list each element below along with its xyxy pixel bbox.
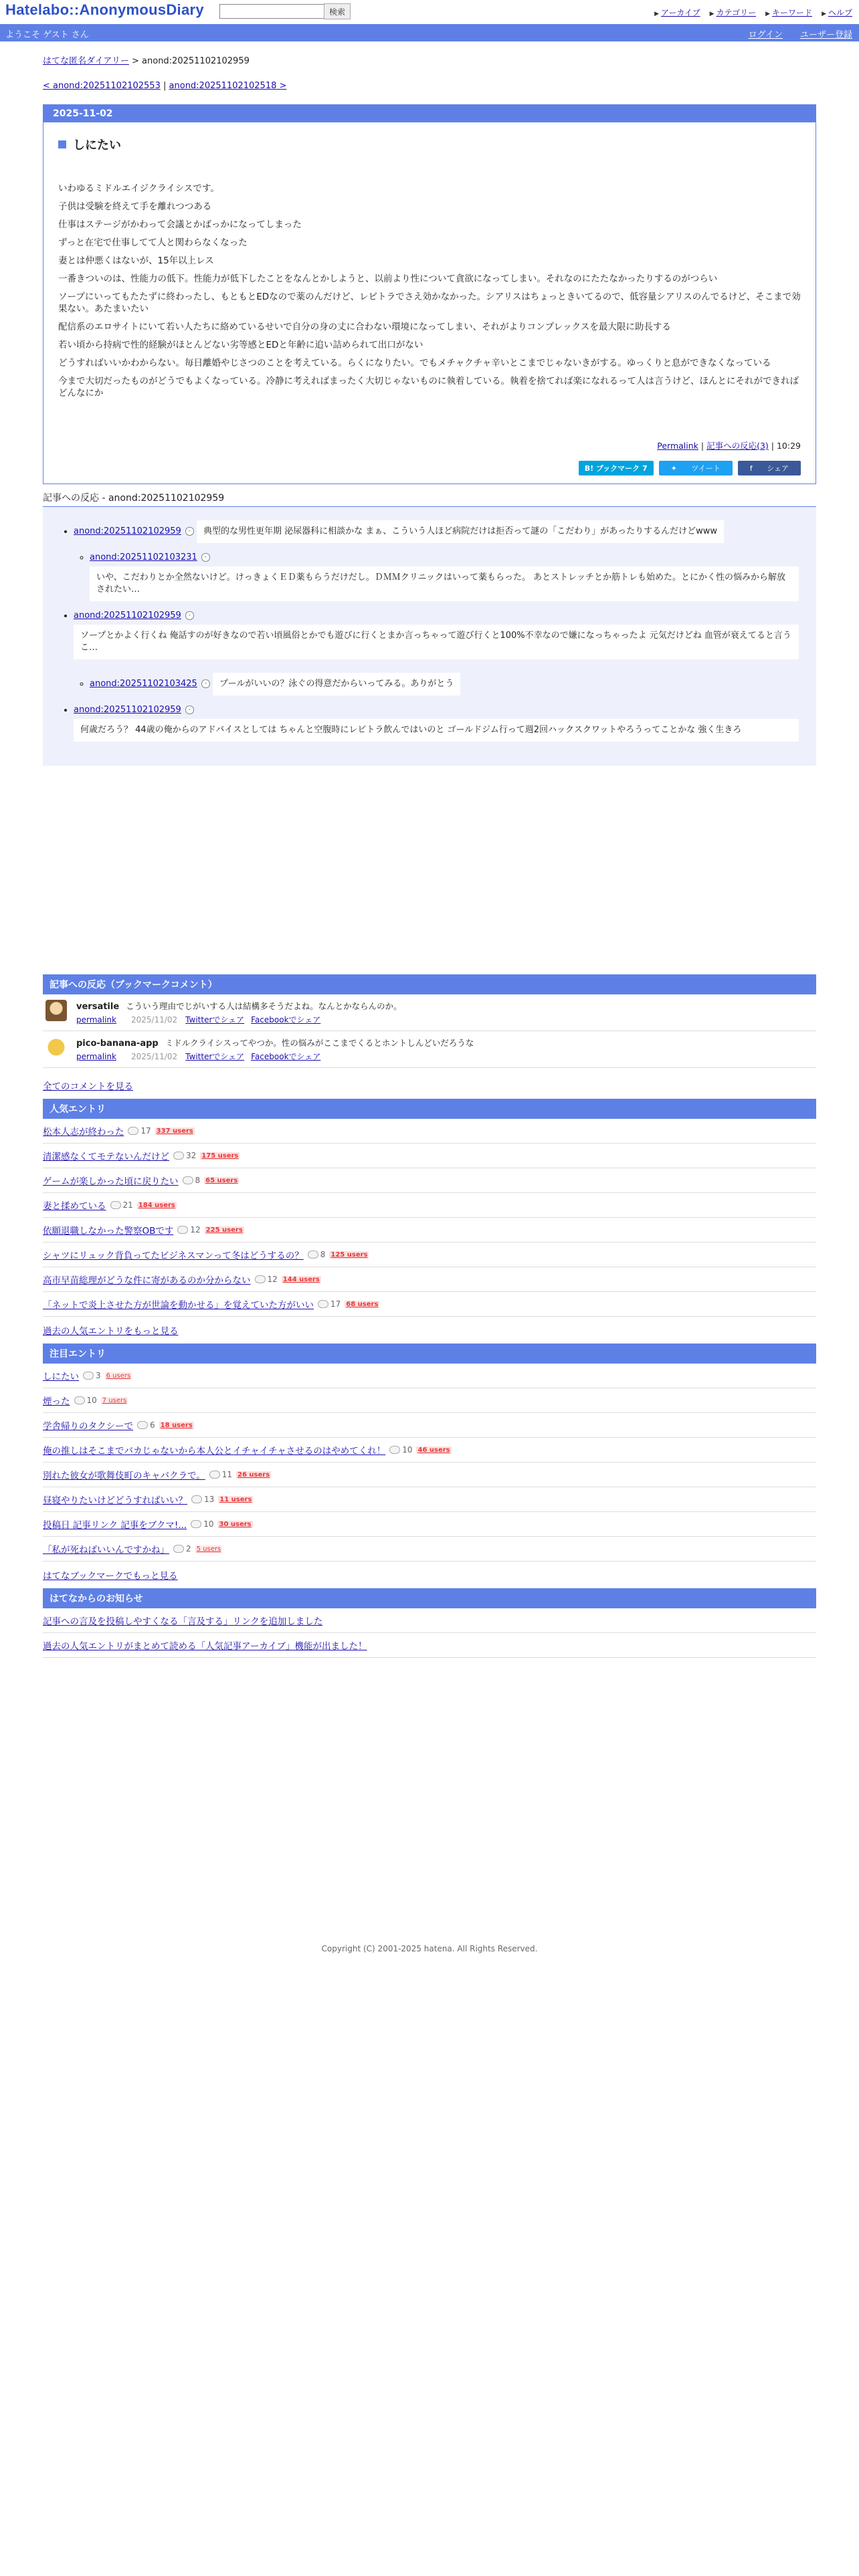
entry-list-item — [43, 1243, 816, 1267]
comment-count-value: 17 — [330, 1299, 341, 1309]
entry-title-link[interactable]: 学舎帰りのタクシーで — [43, 1421, 133, 1432]
comment-count-value: 10 — [203, 1519, 214, 1529]
entry-list-item — [43, 1388, 816, 1413]
entry-title-link[interactable]: 「私が死ねばいいんですかね」 — [43, 1545, 169, 1555]
comment-count-value: 21 — [122, 1200, 133, 1210]
footer-copyright: Copyright (C) 2001-2025 hatena. All Rights Reserved. — [321, 1944, 538, 1953]
comment-count[interactable] — [128, 1126, 151, 1136]
entry-title-link[interactable]: 松本人志が終わった — [43, 1127, 124, 1138]
comment-count[interactable] — [255, 1275, 278, 1284]
more-bookmarks-link[interactable]: はてなブックマークでもっと見る — [43, 1571, 178, 1582]
comment-count[interactable] — [191, 1519, 213, 1529]
bookmark-users-badge[interactable]: 11 users — [219, 1495, 252, 1503]
bookmark-users-badge[interactable]: 184 users — [138, 1201, 175, 1209]
comment-bubble-icon — [83, 1372, 94, 1380]
reaction-item — [74, 705, 799, 742]
welcome-bar — [0, 24, 859, 41]
comment-count-value: 12 — [190, 1225, 201, 1235]
collapse-toggle-icon[interactable]: - — [185, 706, 194, 714]
diary-day — [43, 104, 816, 484]
collapse-toggle-icon[interactable]: - — [201, 679, 210, 688]
comment-count-value: 13 — [204, 1495, 215, 1504]
entry-list-item — [43, 1193, 816, 1218]
nav-keyword[interactable]: ▶ キーワード — [765, 8, 813, 17]
welcome-text: ようこそ ゲスト さん — [5, 30, 89, 40]
more-popular-link[interactable]: 過去の人気エントリをもっと見る — [43, 1326, 179, 1337]
entry-title-link[interactable]: 昼寝やりたいけどどうすればいい？ — [43, 1495, 187, 1506]
entry-paragraph: いわゆるミドルエイジクライシスです。 — [58, 183, 219, 194]
twitter-share-link[interactable]: Twitterでシェア — [185, 1015, 245, 1025]
site-logo[interactable]: Hatelabo::AnonymousDiary — [5, 1, 204, 18]
comment-count[interactable] — [389, 1445, 412, 1455]
bookmark-users-badge[interactable]: 7 users — [102, 1396, 127, 1404]
pager: < anond:20251102102553 | anond:20251102102518 > — [43, 81, 287, 91]
entry-title-link[interactable]: 煙った — [43, 1396, 70, 1407]
entry-list-item — [43, 1292, 816, 1317]
comment-count[interactable] — [83, 1371, 101, 1380]
bookmark-comment-text: こういう理由でじがいする人は結構多そうだよね。なんとかならんのか。 — [126, 1001, 402, 1011]
comment-bubble-icon — [173, 1152, 184, 1160]
entry-list-item — [43, 1218, 816, 1243]
reaction-text: 何歳だろう？ 44歳の俺からのアドバイスとしては ちゃんと空腹時にレビトラ飲んではいのと ゴールドジム行って週2回ハックスクワットやろうってことかな 強く生きろ — [74, 719, 799, 742]
reaction-text: いや、こだわりとか全然ないけど。けっきょくＥＤ薬もらうだけだし。ＤＭＭクリニックはいって薬もらった。 あとストレッチとか筋トレも始めた。とにかく性の悩みから解放されたい… — [90, 566, 799, 601]
entry-body — [43, 122, 816, 484]
twitter-share-link[interactable]: Twitterでシェア — [185, 1052, 245, 1061]
reaction-link[interactable]: anond:20251102102959 — [74, 705, 181, 715]
comment-count[interactable] — [177, 1225, 200, 1235]
entry-list-item — [43, 1463, 816, 1487]
bookmark-users-badge[interactable]: 175 users — [201, 1152, 239, 1160]
hatena-bookmark-button[interactable]: B! ブックマーク 7 — [579, 461, 654, 475]
bookmark-comments-heading: 記事への反応（ブックマークコメント） — [43, 974, 816, 994]
bookmark-date: 2025/11/02 — [131, 1015, 178, 1025]
nav-archive[interactable]: ▶ アーカイブ — [654, 8, 700, 17]
comment-count[interactable] — [183, 1176, 201, 1185]
reaction-item — [90, 552, 799, 601]
comment-bubble-icon — [255, 1275, 266, 1283]
comment-count-value: 10 — [86, 1396, 97, 1405]
entry-title-link[interactable]: ゲームが楽しかった頃に戻りたい — [43, 1176, 179, 1187]
entry-paragraph: 若い頃から持病で性的経験がほとんどない劣等感とEDと年齢に追い詰められて出口がない — [58, 340, 423, 350]
collapse-toggle-icon[interactable]: - — [201, 553, 210, 562]
share-buttons — [58, 461, 801, 475]
bookmark-user[interactable]: versatile — [76, 1002, 120, 1012]
facebook-share-link[interactable]: Facebookでシェア — [251, 1015, 321, 1025]
entry-text — [58, 183, 801, 399]
bookmark-users-badge[interactable]: 6 users — [106, 1372, 131, 1380]
bookmark-users-badge[interactable]: 337 users — [156, 1127, 193, 1135]
bookmark-users-badge[interactable]: 125 users — [330, 1251, 368, 1259]
breadcrumb: はてな匿名ダイアリー > anond:20251102102959 — [43, 56, 250, 66]
comment-count[interactable] — [173, 1544, 191, 1553]
entry-paragraph: 今まで大切だったものがどうでもよくなっている。冷静に考えればまったく大切じゃないものに執着している。執着を捨てれば楽になれるって人は言うけど、ほんとにそれができればどんなにか — [58, 376, 799, 399]
bookmark-users-badge[interactable]: 144 users — [282, 1275, 320, 1283]
entry-list-item — [43, 1413, 816, 1438]
square-bullet-icon — [58, 140, 66, 148]
entry-title-link[interactable]: 高市早苗総理がどうな件に寄があるのか分からない — [43, 1275, 251, 1286]
reaction-text: プールがいいの？泳ぐの得意だからいってみる。ありがとう — [213, 673, 460, 695]
entry-title-link[interactable]: 投稿日 記事リンク 記事をブクマ!... — [43, 1520, 187, 1531]
bookmark-users-badge[interactable]: 26 users — [237, 1471, 270, 1479]
bookmark-comment-text: ミドルクライシスってやつか。性の悩みがここまでくるとホントしんどいだろうな — [165, 1038, 474, 1048]
entry-title-link[interactable]: 別れた彼女が歌舞伎町のキャバクラで。 — [43, 1471, 205, 1481]
facebook-share-button[interactable]: f シェア — [738, 461, 801, 475]
comment-count[interactable] — [308, 1250, 326, 1259]
entry-title-link[interactable]: しにたい — [43, 1372, 79, 1382]
attention-entries-heading: 注目エントリ — [43, 1344, 816, 1364]
entry-list-item — [43, 1537, 816, 1562]
triangle-right-icon: ▶ — [822, 11, 826, 17]
bookmark-users-badge[interactable]: 30 users — [219, 1520, 252, 1528]
bookmark-users-badge[interactable]: 5 users — [196, 1545, 221, 1553]
comment-bubble-icon — [173, 1545, 184, 1553]
bookmark-user[interactable]: pico-banana-app — [76, 1039, 159, 1049]
comment-bubble-icon — [74, 1396, 85, 1404]
comment-bubble-icon — [209, 1471, 220, 1479]
comment-bubble-icon — [191, 1520, 201, 1528]
news-link[interactable]: 記事への言及を投稿しやすくなる「言及する」リンクを追加しました — [43, 1616, 323, 1627]
login-link[interactable]: ログイン — [748, 30, 783, 40]
top-nav — [654, 7, 852, 18]
comment-count-value: 6 — [150, 1420, 155, 1430]
comment-count[interactable] — [318, 1299, 341, 1309]
comment-count[interactable] — [209, 1470, 232, 1479]
comment-count-value: 8 — [320, 1250, 326, 1259]
breadcrumb-home[interactable]: はてな匿名ダイアリー — [43, 56, 129, 66]
nav-category[interactable]: ▶ カテゴリー — [709, 8, 757, 17]
comment-count[interactable] — [191, 1495, 214, 1504]
entry-list-item — [43, 1168, 816, 1193]
comment-bubble-icon — [128, 1127, 138, 1135]
entry-paragraph: 仕事はステージがかわって会議とかばっかになってしまった — [58, 219, 302, 230]
attention-entries-list — [43, 1364, 816, 1562]
entry-list-item — [43, 1438, 816, 1463]
bookmark-users-badge[interactable]: 68 users — [346, 1300, 379, 1308]
news-item — [43, 1633, 816, 1658]
entry-footer: Permalink | 記事への反応(3) | 10:29 — [657, 441, 801, 451]
prev-entry-link[interactable]: < anond:20251102102553 — [43, 81, 161, 91]
entry-list-item — [43, 1512, 816, 1537]
comment-count-value: 10 — [402, 1445, 413, 1455]
news-item — [43, 1608, 816, 1633]
entry-paragraph: どうすればいいかわからない。毎日離婚やじさつのことを考えている。らくになりたい。でもメチャクチャ辛いとこまでじゃないきがする。ゆっくりと息ができなくなっている — [58, 358, 771, 368]
comment-count[interactable] — [110, 1200, 133, 1210]
register-link[interactable]: ユーザー登録 — [799, 30, 852, 40]
comment-bubble-icon — [389, 1446, 400, 1454]
bookmark-comment — [43, 1031, 816, 1068]
search-input[interactable] — [219, 4, 325, 19]
entry-title-link[interactable]: 「ネットで炎上させた方が世論を動かせる」を覚えていた方がいい — [43, 1300, 314, 1311]
comment-count[interactable] — [74, 1396, 97, 1405]
comment-bubble-icon — [110, 1201, 121, 1209]
avatar[interactable] — [45, 1037, 67, 1058]
entry-paragraph: ずっと在宅で仕事してて人と関わらなくなった — [58, 237, 248, 248]
comment-bubble-icon — [308, 1251, 318, 1259]
entry-paragraph: ソープにいってもたたずに終わったし、もともとEDなので薬のんだけど、レビトラでさえ効かなかった。シアリスはちょっときいてるので、低容量シアリスのんでるけど、そこまで効果ない。あたまいたい — [58, 292, 801, 314]
avatar[interactable] — [45, 1000, 67, 1021]
triangle-right-icon: ▶ — [654, 11, 659, 17]
auth-links — [749, 27, 852, 40]
reaction-text: ソープとかよく行くね 俺話すのが好きなので若い頃風俗とかでも遊びに行くとまか言っちゃって遊び行くと100%不幸なので嫌になっちゃったよ 元気だけどね 血管が衰えてると言うこ… — [74, 625, 799, 659]
bookmark-users-badge[interactable]: 46 users — [417, 1446, 450, 1454]
comment-bubble-icon — [137, 1421, 148, 1429]
entry-time: 10:29 — [776, 441, 801, 451]
reactions-link[interactable]: 記事への反応(3) — [706, 441, 769, 451]
entry-paragraph: 一番きついのは、性能力の低下。性能力が低下したことをなんとかしようと、以前より性について貪欲になってしまい。それなのにたたなかったりするのがつらい — [58, 274, 718, 284]
reaction-item — [90, 669, 799, 695]
reaction-text: 典型的な男性更年期 泌尿器科に相談かな まぁ、こういう人ほど病院だけは拒否って謎の「こだわり」があったりするんだけどwww — [197, 520, 724, 543]
reactions-heading: 記事への反応 - anond:20251102102959 — [43, 491, 816, 507]
facebook-share-link[interactable]: Facebookでシェア — [251, 1052, 321, 1061]
entry-title-link[interactable]: シャツにリュック背負ってたビジネスマンって冬はどうするの？ — [43, 1251, 304, 1261]
entry-title-link[interactable]: 俺の推しはそこまでバカじゃないから本人公とイチャイチャさせるのはやめてくれ！ — [43, 1446, 386, 1457]
reaction-item — [74, 516, 799, 601]
entry-title: しにたい — [58, 136, 801, 153]
twitter-bird-icon: ✦ — [670, 464, 680, 473]
comment-bubble-icon — [183, 1176, 193, 1184]
comment-bubble-icon — [191, 1495, 202, 1503]
reaction-link[interactable]: anond:20251102103231 — [90, 552, 197, 562]
entry-title-link[interactable]: 妻と揉めている — [43, 1201, 106, 1212]
ad-space — [43, 766, 816, 974]
reaction-link[interactable]: anond:20251102103425 — [90, 679, 197, 689]
bookmark-users-badge[interactable]: 65 users — [205, 1176, 238, 1184]
entry-paragraph: 子供は受験を終えて手を離れつつある — [58, 201, 212, 212]
breadcrumb-current: anond:20251102102959 — [142, 56, 250, 66]
main-content — [43, 53, 816, 1658]
bookmark-users-badge[interactable]: 225 users — [205, 1226, 243, 1234]
entry-paragraph: 妻とは仲悪くはないが、15年以上レス — [58, 255, 214, 266]
permalink[interactable]: Permalink — [657, 441, 698, 451]
comment-bubble-icon — [177, 1226, 188, 1234]
comment-count[interactable] — [173, 1151, 196, 1160]
collapse-toggle-icon[interactable]: - — [185, 611, 194, 620]
popular-entries-heading: 人気エントリ — [43, 1099, 816, 1119]
comment-count-value: 17 — [140, 1126, 151, 1136]
bookmark-permalink[interactable]: permalink — [76, 1052, 116, 1061]
entry-list-item — [43, 1119, 816, 1144]
bookmark-comment — [43, 994, 816, 1031]
triangle-right-icon: ▶ — [765, 11, 771, 17]
news-heading: はてなからのお知らせ — [43, 1588, 816, 1608]
reactions-tree — [43, 507, 816, 766]
comment-count[interactable] — [137, 1420, 155, 1430]
comment-count-value: 12 — [267, 1275, 278, 1284]
news-link[interactable]: 過去の人気エントリがまとめて読める「人気記事アーカイブ」機能が出ました！ — [43, 1641, 367, 1652]
collapse-toggle-icon[interactable]: - — [185, 527, 194, 536]
reaction-link[interactable]: anond:20251102102959 — [74, 611, 181, 621]
entry-title-link[interactable]: 依願退職しなかった警察OBです — [43, 1226, 174, 1237]
entry-list-item — [43, 1364, 816, 1388]
bookmark-users-badge[interactable]: 18 users — [160, 1421, 193, 1429]
bookmark-permalink[interactable]: permalink — [76, 1015, 116, 1025]
comment-count-value: 3 — [96, 1371, 101, 1380]
all-comments-link[interactable]: 全てのコメントを見る — [43, 1081, 133, 1092]
entry-paragraph: 配信系のエロサイトにいて若い人たちに絡めているせいで自分の身の丈に合わない環境になってしまい、それがよりコンプレックスを最大限に助長する — [58, 322, 671, 332]
search-button[interactable]: 検索 — [324, 3, 351, 19]
entry-list-item — [43, 1267, 816, 1292]
next-entry-link[interactable]: anond:20251102102518 > — [169, 81, 287, 91]
entry-list-item — [43, 1144, 816, 1168]
comment-count-value: 2 — [186, 1544, 191, 1553]
comment-count-value: 8 — [195, 1176, 201, 1185]
comment-count-value: 32 — [186, 1151, 197, 1160]
nav-help[interactable]: ▶ ヘルプ — [822, 8, 852, 17]
top-bar — [0, 0, 859, 24]
bookmark-date: 2025/11/02 — [131, 1052, 178, 1061]
triangle-right-icon: ▶ — [709, 11, 714, 17]
facebook-f-icon: f — [749, 464, 755, 473]
popular-entries-list — [43, 1119, 816, 1317]
reaction-link[interactable]: anond:20251102102959 — [74, 526, 181, 536]
tweet-button[interactable]: ✦ ツイート — [659, 461, 733, 475]
entry-date: 2025-11-02 — [43, 105, 816, 122]
comment-count-value: 11 — [221, 1470, 233, 1479]
entry-title-link[interactable]: 清潔感なくてモテないんだけど — [43, 1152, 169, 1162]
reaction-item — [74, 611, 799, 695]
comment-bubble-icon — [318, 1300, 328, 1308]
entry-list-item — [43, 1487, 816, 1512]
